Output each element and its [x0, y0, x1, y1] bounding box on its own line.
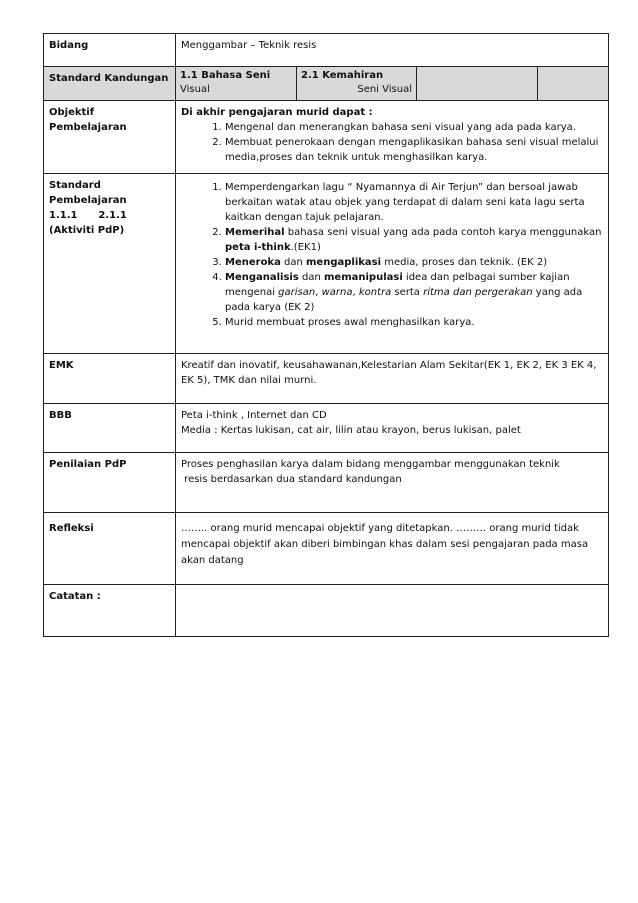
bold-keyword: mengaplikasi [306, 257, 382, 268]
label-sp-line2: Pembelajaran [49, 195, 127, 206]
text-run: serta [391, 287, 424, 298]
text-run: .(EK1) [290, 242, 321, 253]
row-penilaian [44, 453, 609, 513]
label-sp-line1: Standard [49, 180, 101, 191]
objektif-list [181, 120, 603, 165]
row-bidang [44, 34, 609, 67]
bold-keyword: peta i-think [225, 242, 291, 253]
objektif-item: 2. Membuat penerokaan dengan mengaplikasikan bahasa seni visual melalui media,proses dan teknik untuk menghasilkan karya. [225, 135, 603, 165]
label-refleksi: Refleksi [44, 513, 176, 585]
sk-cell-1-line2: Visual [180, 84, 210, 95]
sk-cell-4 [538, 67, 608, 100]
value-bbb [176, 404, 609, 453]
bold-keyword: Meneroka [225, 257, 281, 268]
lesson-plan-table [43, 33, 609, 637]
sk-cell-1-line1: 1.1 Bahasa Seni [180, 70, 271, 81]
label-objektif-line2: Pembelajaran [49, 122, 127, 133]
aktiviti-item [225, 255, 603, 270]
row-standard-pembelajaran [44, 174, 609, 354]
text-run: , [352, 287, 359, 298]
standard-kandungan-cells [176, 67, 609, 101]
label-penilaian: Penilaian PdP [44, 453, 176, 513]
penilaian-line2: resis berdasarkan dua standard kandungan [181, 474, 402, 485]
aktiviti-list [181, 180, 603, 330]
row-catatan [44, 585, 609, 637]
label-bbb: BBB [44, 404, 176, 453]
sk-cell-2-line1: 2.1 Kemahiran [301, 70, 384, 81]
row-refleksi [44, 513, 609, 585]
bold-keyword: memanipulasi [324, 272, 403, 283]
text-run: dan [280, 257, 307, 268]
label-catatan: Catatan : [44, 585, 176, 637]
aktiviti-item [225, 270, 603, 315]
penilaian-line1: Proses penghasilan karya dalam bidang menggambar menggunakan teknik [181, 459, 560, 470]
text-run: idea dan pelbagai sumber kajian mengenai [225, 272, 570, 298]
italic-keyword: garisan [278, 287, 316, 298]
text-run: dan [298, 272, 324, 283]
sk-cell-2-line2: Seni Visual [357, 84, 412, 95]
bold-keyword: Menganalisis [225, 272, 299, 283]
row-bbb [44, 404, 609, 453]
italic-keyword: warna [321, 287, 353, 298]
label-standard-kandungan: Standard Kandungan [44, 67, 176, 101]
value-standard-pembelajaran [176, 174, 609, 354]
bbb-line1: Peta i-think , Internet dan CD [181, 410, 327, 421]
text-run: , [315, 287, 322, 298]
text-run: yang ada pada karya (EK 2) [225, 287, 583, 313]
italic-keyword: kontra [358, 287, 392, 298]
label-objektif-line1: Objektif [49, 107, 95, 118]
sk-cell-1 [176, 67, 297, 100]
objektif-intro: Di akhir pengajaran murid dapat : [181, 107, 373, 118]
text-run: Murid membuat proses awal menghasilkan karya. [225, 317, 475, 328]
row-objektif [44, 101, 609, 174]
value-emk: Kreatif dan inovatif, keusahawanan,Kelestarian Alam Sekitar(EK 1, EK 2, EK 3 EK 4, EK 5), TMK dan nilai murni. [176, 354, 609, 404]
aktiviti-item [225, 225, 603, 255]
value-bidang: Menggambar – Teknik resis [176, 34, 609, 67]
label-emk: EMK [44, 354, 176, 404]
label-sp-line3: 1.1.1 2.1.1 [49, 210, 127, 221]
text-run: Memperdengarkan lagu “ Nyamannya di Air Terjun” dan bersoal jawab berkaitan watak atau objek yang terdapat di dalam seni kata lagu serta kaitkan dengan tajuk pelajaran. [225, 182, 585, 223]
text-run: bahasa seni visual yang ada pada contoh karya menggunakan [284, 227, 602, 238]
aktiviti-item [225, 180, 603, 225]
value-refleksi: …….. orang murid mencapai objektif yang ditetapkan. ……… orang murid tidak mencapai objektif akan diberi bimbingan khas dalam sesi pengajaran pada masa akan datang [176, 513, 609, 585]
value-catatan [176, 585, 609, 637]
objektif-item: 1. Mengenal dan menerangkan bahasa seni visual yang ada pada karya. [225, 120, 603, 135]
sk-cell-3 [417, 67, 538, 100]
value-objektif [176, 101, 609, 174]
aktiviti-item [225, 315, 603, 330]
bbb-line2: Media : Kertas lukisan, cat air, lilin atau krayon, berus lukisan, palet [181, 425, 521, 436]
label-sp-line4: (Aktiviti PdP) [49, 225, 125, 236]
sk-cell-2 [297, 67, 417, 100]
label-objektif [44, 101, 176, 174]
row-standard-kandungan [44, 67, 609, 101]
row-emk [44, 354, 609, 404]
label-standard-pembelajaran [44, 174, 176, 354]
text-run: media, proses dan teknik. (EK 2) [381, 257, 548, 268]
bold-keyword: Memerihal [225, 227, 285, 238]
label-bidang: Bidang [44, 34, 176, 67]
value-penilaian [176, 453, 609, 513]
italic-keyword: ritma dan pergerakan [423, 287, 533, 298]
